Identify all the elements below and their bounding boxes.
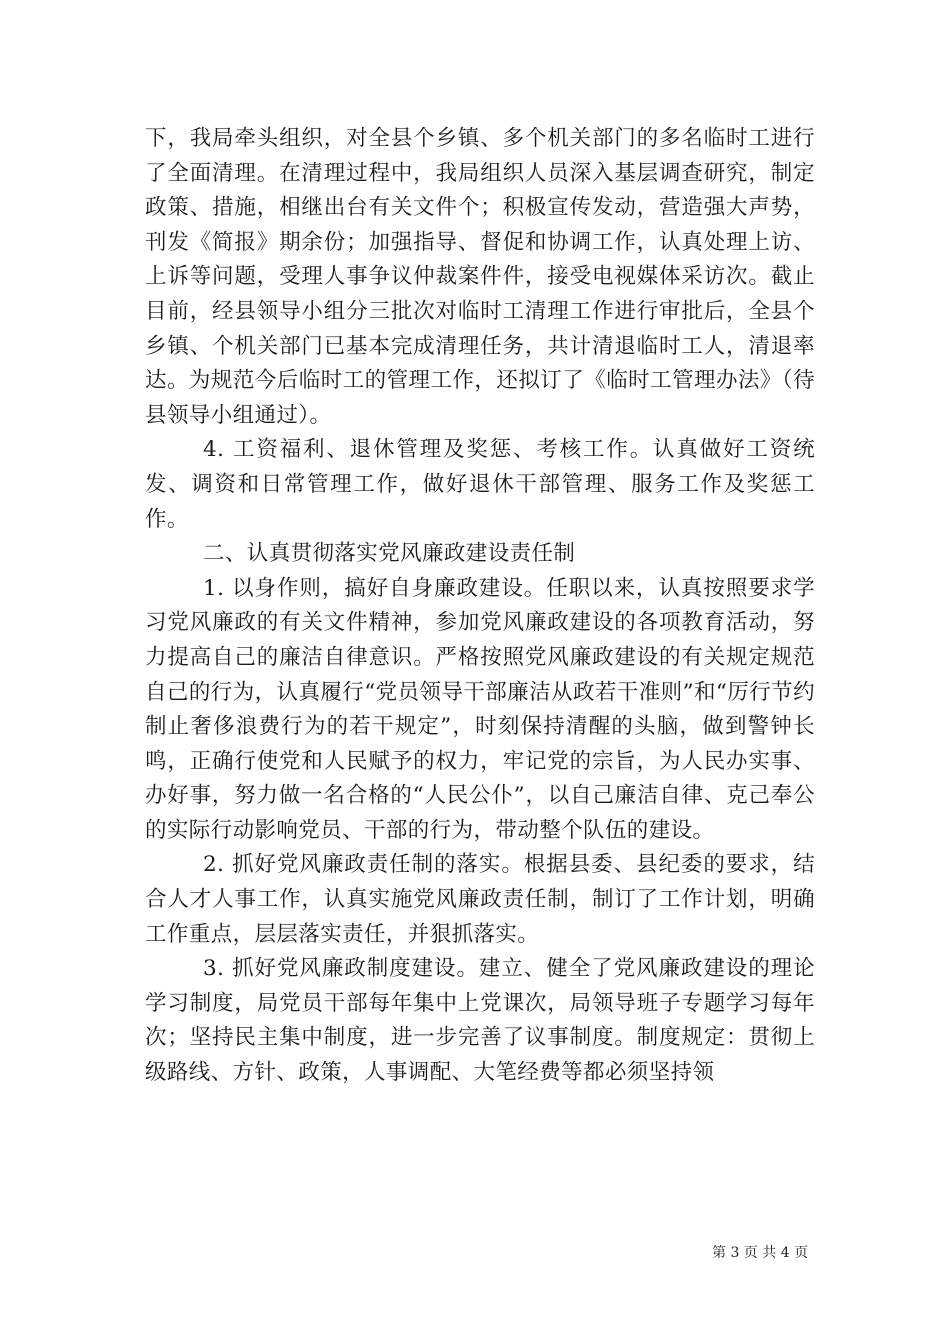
page-number-footer: 第 3 页 共 4 页 bbox=[712, 1245, 809, 1261]
paragraph-item-2: 2. 抓好党风廉政责任制的落实。根据县委、县纪委的要求，结合人才人事工作，认真实施党风廉政责任制，制订了工作计划，明确工作重点，层层落实责任，并狠抓落实。 bbox=[145, 852, 815, 947]
paragraph-continuation: 下，我局牵头组织，对全县个乡镇、多个机关部门的多名临时工进行了全面清理。在清理过程中，我局组织人员深入基层调查研究，制定政策、措施，相继出台有关文件个；积极宣传发动，营造强大声势，刊发《简报》期余份；加强指导、督促和协调工作，认真处理上访、上诉等问题，受理人事争议仲裁案件件，接受电视媒体采访次。截止目前，经县领导小组分三批次对临时工清理工作进行审批后，全县个乡镇、个机关部门已基本完成清理任务，共计清退临时工人，清退率达。为规范今后临时工的管理工作，还拟订了《临时工管理办法》（待县领导小组通过）。 bbox=[145, 126, 815, 428]
document-body bbox=[145, 122, 815, 1091]
paragraph-item-1: 1. 以身作则，搞好自身廉政建设。任职以来，认真按照要求学习党风廉政的有关文件精神，参加党风廉政建设的各项教育活动，努力提高自己的廉洁自律意识。严格按照党风廉政建设的有关规定规范自己的行为，认真履行“党员领导干部廉洁从政若干准则”和“厉行节约制止奢侈浪费行为的若干规定”，时刻保持清醒的头脑，做到警钟长鸣，正确行使党和人民赋予的权力，牢记党的宗旨，为人民办实事、办好事，努力做一名合格的“人民公仆”，以自己廉洁自律、克己奉公的实际行动影响党员、干部的行为，带动整个队伍的建设。 bbox=[145, 575, 815, 843]
paragraph-item-4: 4. 工资福利、退休管理及奖惩、考核工作。认真做好工资统发、调资和日常管理工作，做好退休干部管理、服务工作及奖惩工作。 bbox=[145, 437, 815, 532]
paragraph-item-3: 3. 抓好党风廉政制度建设。建立、健全了党风廉政建设的理论学习制度，局党员干部每年集中上党课次，局领导班子专题学习每年次；坚持民主集中制度，进一步完善了议事制度。制度规定：贯彻上级路线、方针、政策，人事调配、大笔经费等都必须坚持领 bbox=[145, 956, 815, 1086]
section-heading: 二、认真贯彻落实党风廉政建设责任制 bbox=[203, 541, 576, 567]
